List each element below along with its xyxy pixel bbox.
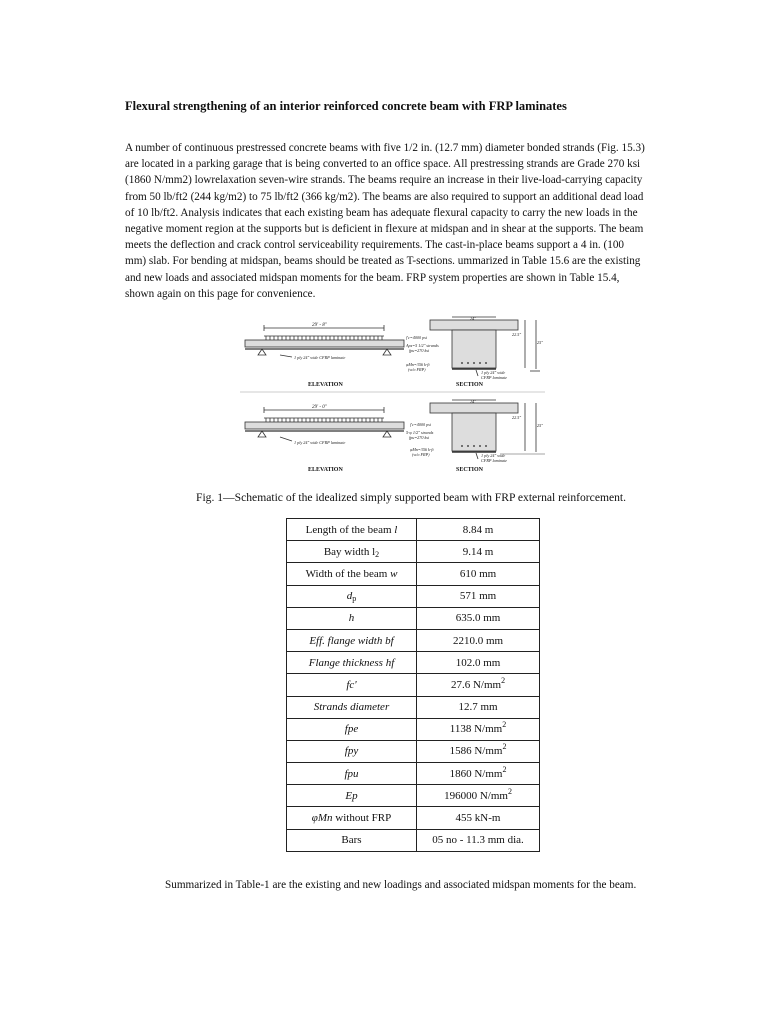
section-width-label: 24" [470, 316, 476, 321]
property-value-text: 196000 N/mm [444, 789, 508, 802]
property-label [287, 696, 417, 718]
table-row [287, 652, 540, 674]
depth-label: 25" [537, 423, 543, 428]
property-value [417, 652, 540, 674]
property-label-label-var: fpe [344, 723, 359, 736]
table-row [287, 763, 540, 785]
frp-label: 1 ply 24" wide CFRP laminate [294, 355, 346, 360]
table-row [287, 585, 540, 607]
section-width-label: 24" [470, 399, 476, 404]
property-value-text: 635.0 mm [455, 612, 501, 625]
property-label-label-var: fc' [346, 678, 357, 691]
table-row [287, 563, 540, 585]
property-label-label-var: Flange thickness hf [308, 656, 395, 669]
property-label-label: Bars [341, 834, 362, 847]
property-label [287, 785, 417, 807]
property-label [287, 763, 417, 785]
property-value [417, 829, 540, 851]
summary-text: Summarized in Table-1 are the existing and new loadings and associated midspan moments for the beam. [165, 879, 637, 891]
section-label: SECTION [456, 382, 484, 388]
beam-body [245, 340, 404, 347]
property-value [417, 585, 540, 607]
table-row [287, 807, 540, 829]
property-value-text: 1860 N/mm [449, 767, 503, 780]
frp-label: 1 ply 24" wide CFRP laminate [294, 440, 346, 445]
section-frp-label: CFRP laminate [481, 458, 508, 463]
property-value [417, 807, 540, 829]
property-label [287, 718, 417, 740]
table-row [287, 519, 540, 541]
property-value-superscript: 2 [501, 675, 506, 685]
property-value-text: 2210.0 mm [452, 634, 504, 647]
property-label-label-var: h [348, 612, 355, 625]
distributed-load-arrows [266, 336, 382, 340]
property-value-text: 12.7 mm [458, 701, 498, 714]
table-row [287, 696, 540, 718]
beam-schematic-figure [240, 314, 545, 478]
props-text: φMn=356 k-ft [406, 362, 430, 367]
property-label-label: without FRP [332, 812, 392, 825]
property-label-label-var: w [390, 567, 398, 580]
property-value-text: 1138 N/mm [449, 723, 503, 736]
section-frp-label: CFRP laminate [481, 375, 508, 380]
property-value [417, 519, 540, 541]
property-value-text: 455 kN-m [455, 812, 501, 825]
property-label-label-sub: 2 [375, 549, 380, 559]
property-value-text: 05 no - 11.3 mm dia. [432, 834, 524, 847]
body-paragraph: A number of continuous prestressed concrete beams with five 1/2 in. (12.7 mm) diameter bonded strands (Fig. 15.3) are located in a parking garage that is being converted to an office space. All prestressing strands are Grade 270 ksi (1860 N/mm2) lowrelaxation seven-wire strands. The beams require an increase in their live-load-carrying capacity from 50 lb/ft2 (244 kg/m2) to 75 lb/ft2 (366 kg/m2). The beams are also required to support an additional dead load of 10 lb/ft2. Analysis indicates that each existing beam has adequate flexural capacity to carry the new loads in the negative moment region at the supports but is deficient in flexure at midspan and in shear at the supports. The beam meets the deflection and crack control serviceability requirements. The cast-in-place beams support a 4 in. (100 mm) slab. For bending at midspan, beams should be treated as T-sections. ummarized in Table 15.6 are the existing and new loads and associated midspan moments for the beam. FRP system properties are shown in Table 15.4, shown again on this page for convenience. [125, 142, 645, 300]
property-value [417, 563, 540, 585]
document-title: Flexural strengthening of an interior reinforced concrete beam with FRP laminates [125, 99, 567, 113]
property-label [287, 585, 417, 607]
property-label [287, 807, 417, 829]
section-label: SECTION [456, 467, 484, 473]
elevation-label: ELEVATION [308, 382, 343, 388]
table-row [287, 718, 540, 740]
figure-caption: Fig. 1—Schematic of the idealized simply supported beam with FRP external reinforcement. [196, 491, 627, 504]
props-text: fpu=270 ksi [409, 435, 430, 440]
property-value [417, 740, 540, 762]
support-left [258, 349, 266, 355]
property-value-text: 610 mm [459, 567, 497, 580]
props-text: (w/o FRP) [408, 367, 426, 372]
property-value-text: 27.6 N/mm [450, 678, 502, 691]
table-row [287, 740, 540, 762]
props-text: fpu=270 ksi [409, 348, 430, 353]
property-label-label-var: d [346, 590, 353, 603]
props-text: 5-φ 1/2" strands [406, 430, 434, 435]
elevation-label: ELEVATION [308, 467, 343, 473]
property-label [287, 629, 417, 651]
props-text: Aps=5 1/2" strands [406, 343, 439, 348]
property-label-label-sub: p [352, 594, 357, 604]
property-label [287, 740, 417, 762]
table-row [287, 541, 540, 563]
property-value-superscript: 2 [502, 764, 507, 774]
property-label [287, 674, 417, 696]
property-value-text: 571 mm [459, 590, 497, 603]
table-body [287, 519, 540, 852]
section-frp-label: 1 ply 24" wide [481, 453, 506, 458]
depth-label: 22.5" [512, 415, 522, 420]
property-value-text: 1586 N/mm [449, 745, 503, 758]
table-row [287, 674, 540, 696]
property-label-label: Bay width l [323, 545, 376, 558]
section-frp-label: 1 ply 24" wide [481, 370, 506, 375]
property-value [417, 763, 540, 785]
property-value-text: 9.14 m [462, 545, 494, 558]
property-label [287, 541, 417, 563]
property-value-text: 8.84 m [462, 523, 494, 536]
property-value [417, 607, 540, 629]
beam-properties-table [286, 518, 540, 852]
property-label [287, 829, 417, 851]
support-right [383, 349, 391, 355]
span-label: 29' - 0" [312, 405, 327, 410]
property-label-label-var: φMn [311, 812, 333, 825]
property-value [417, 629, 540, 651]
property-value-superscript: 2 [507, 786, 512, 796]
property-label-label-var: Strands diameter [313, 701, 390, 714]
table-row [287, 785, 540, 807]
table-row [287, 607, 540, 629]
depth-label: 22.5" [512, 332, 522, 337]
property-label-label-var: fpu [344, 767, 359, 780]
props-text: (w/o FRP) [412, 452, 430, 457]
property-label-label-var: Ep [345, 789, 358, 802]
property-label-label: Length of the beam [305, 523, 395, 536]
property-value-text: 102.0 mm [455, 656, 501, 669]
property-label-label: Width of the beam [305, 567, 391, 580]
property-value-superscript: 2 [502, 742, 507, 752]
props-text: φMn=356 k-ft [410, 447, 434, 452]
property-label-label-var: Eff. flange width bf [309, 634, 394, 647]
property-label-label-var: fpy [344, 745, 359, 758]
property-value [417, 696, 540, 718]
property-value [417, 718, 540, 740]
property-label [287, 519, 417, 541]
span-label: 29' - 8" [312, 323, 327, 328]
table-row [287, 829, 540, 851]
distributed-load-arrows [266, 418, 382, 422]
depth-label: 25" [537, 340, 543, 345]
props-text: f'c=4000 psi [410, 422, 432, 427]
property-value-superscript: 2 [502, 720, 507, 730]
table-row [287, 629, 540, 651]
section-flange [430, 320, 518, 330]
property-label [287, 652, 417, 674]
property-label [287, 563, 417, 585]
property-value [417, 674, 540, 696]
props-text: f'c=4000 psi [406, 335, 428, 340]
beam-schematic-drawing [240, 314, 545, 478]
frp-leader-line [280, 355, 292, 357]
property-label [287, 607, 417, 629]
property-value [417, 541, 540, 563]
property-label-label-var: l [394, 523, 398, 536]
property-value [417, 785, 540, 807]
